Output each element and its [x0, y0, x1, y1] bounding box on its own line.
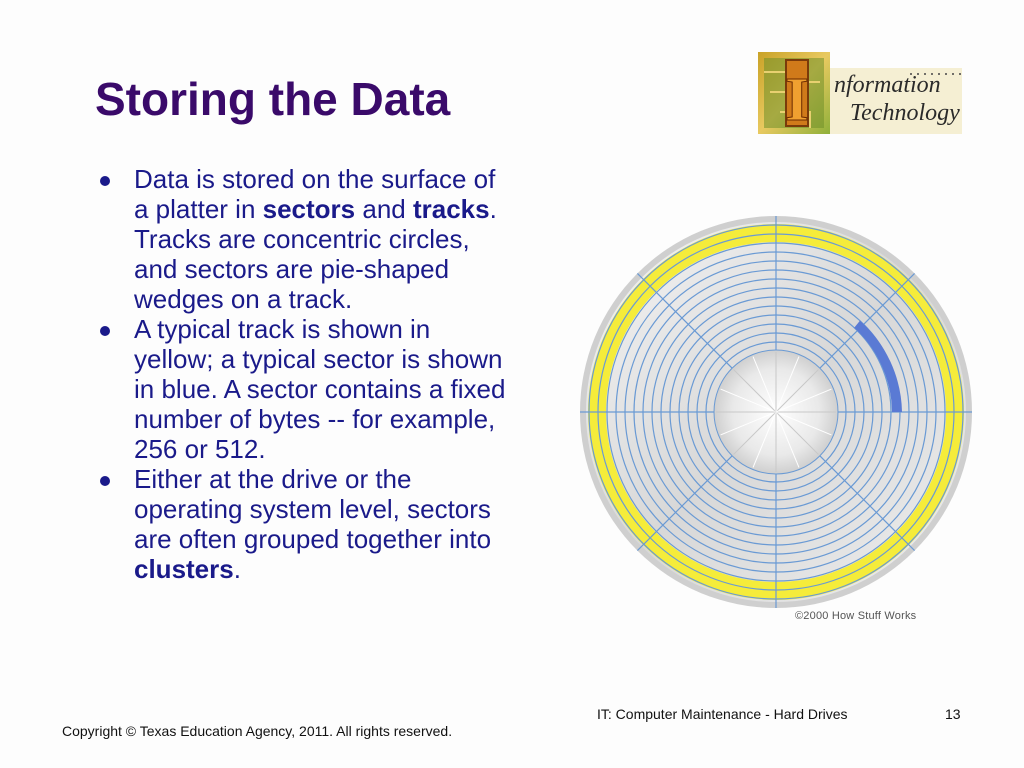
logo-line1: nformation [834, 72, 941, 98]
slide-title: Storing the Data [95, 73, 451, 125]
bullet-item [96, 464, 516, 584]
bullet-keyword: sectors [262, 194, 356, 224]
bullet-dot-icon [100, 326, 110, 336]
bullet-text: Either at the drive or the operating system level, sectors are often grouped together into [134, 464, 492, 554]
hub-shine [716, 352, 836, 472]
bullet-item [96, 164, 516, 314]
bullet-text: . [233, 554, 241, 584]
bullet-text: . Tracks are concentric circles, and sectors are pie-shaped wedges on a track. [134, 194, 497, 314]
bullet-dot-icon [100, 176, 110, 186]
hard-disk-platter-diagram [578, 214, 974, 610]
bullet-text: A typical track is shown in yellow; a typical sector is shown in blue. A sector contains a fixed number of bytes -- for example, 256 or 512. [134, 314, 506, 464]
bullet-keyword: tracks [412, 194, 490, 224]
bullet-dot-icon [100, 476, 110, 486]
bullet-keyword: clusters [134, 554, 234, 584]
image-credit: ©2000 How Stuff Works [795, 610, 917, 622]
bullet-text: and [355, 194, 413, 224]
logo-letter: I [784, 66, 810, 134]
logo-line2: Technology [850, 100, 960, 126]
information-technology-logo [750, 42, 970, 142]
copyright-notice: Copyright © Texas Education Agency, 2011. All rights reserved. [62, 723, 453, 739]
footer-course-title: IT: Computer Maintenance - Hard Drives [597, 706, 848, 722]
bullet-item [96, 314, 516, 464]
page-number: 13 [945, 706, 961, 722]
bullet-text: Data is stored on the surface of a platter in [134, 164, 496, 224]
bullet-list [96, 164, 516, 584]
